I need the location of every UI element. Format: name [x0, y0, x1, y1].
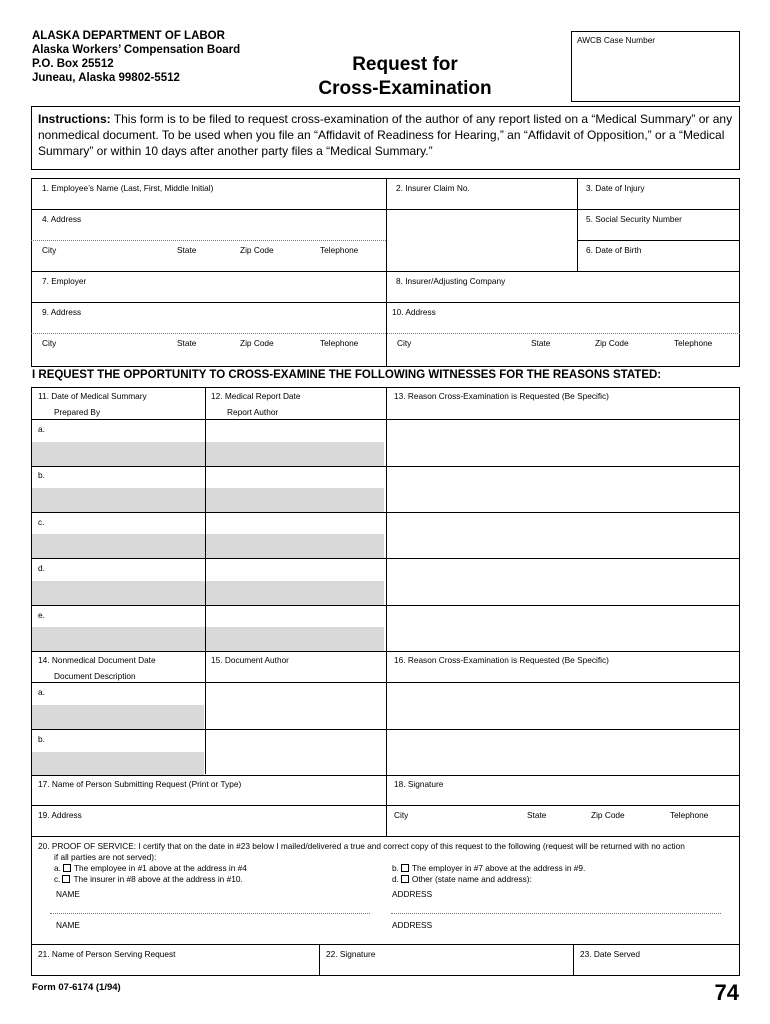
- nonmedical-reason-header: 16. Reason Cross-Examination is Requested (Be Specific): [394, 655, 609, 665]
- employer-field[interactable]: 7. Employer: [42, 276, 87, 286]
- po-box: P.O. Box 25512: [32, 58, 114, 70]
- submitter-address-field[interactable]: 19. Address: [38, 810, 82, 820]
- employee-telephone-field[interactable]: Telephone: [320, 245, 359, 255]
- form-number: Form 07-6174 (1/94): [32, 982, 121, 993]
- medical-summary-date-header: 11. Date of Medical Summary: [38, 391, 147, 401]
- city-line: Juneau, Alaska 99802-5512: [32, 72, 180, 84]
- medical-row-e[interactable]: e.: [38, 610, 45, 620]
- insurer-address-field[interactable]: 10. Address: [392, 307, 436, 317]
- board-name: Alaska Workers’ Compensation Board: [32, 44, 241, 56]
- report-author-header: Report Author: [227, 407, 279, 417]
- medical-reason-header: 13. Reason Cross-Examination is Requested (Be Specific): [394, 391, 609, 401]
- employer-address-field[interactable]: 9. Address: [42, 307, 82, 317]
- date-served-field[interactable]: 23. Date Served: [580, 949, 640, 959]
- employer-state-field[interactable]: State: [177, 338, 197, 348]
- checkbox-c[interactable]: [62, 875, 70, 883]
- case-number-box[interactable]: [571, 31, 740, 102]
- form-title-line1: Request for: [352, 54, 458, 75]
- insurer-telephone-field[interactable]: Telephone: [674, 338, 713, 348]
- employer-zip-field[interactable]: Zip Code: [240, 338, 274, 348]
- medical-report-date-header: 12. Medical Report Date: [211, 391, 301, 401]
- service-option-b[interactable]: b. The employer in #7 above at the address in #9.: [392, 863, 586, 873]
- insurer-claim-no-field[interactable]: 2. Insurer Claim No.: [396, 183, 470, 193]
- instructions-text: Instructions: This form is to be filed to request cross-examination of the author of any report listed on a “Medical Summary” or any nonmedical document. To be used when you file an “Affidavit of Readiness for Hearing,” an “Affidavit of Opposition,” or a “Medical Summary” or within 10 days after another party files a “Medical Summary.”: [38, 112, 733, 158]
- department-name: ALASKA DEPARTMENT OF LABOR: [32, 30, 225, 42]
- checkbox-a[interactable]: [63, 864, 71, 872]
- employee-address-field[interactable]: 4. Address: [42, 214, 82, 224]
- proof-of-service-text-2: if all parties are not served):: [54, 852, 157, 862]
- employee-zip-field[interactable]: Zip Code: [240, 245, 274, 255]
- service-option-d[interactable]: d. Other (state name and address):: [392, 874, 532, 884]
- medical-row-b[interactable]: b.: [38, 470, 45, 480]
- served-name-1[interactable]: NAME: [56, 889, 80, 899]
- insurer-company-field[interactable]: 8. Insurer/Adjusting Company: [396, 276, 506, 286]
- checkbox-d[interactable]: [401, 875, 409, 883]
- server-signature-field[interactable]: 22. Signature: [326, 949, 376, 959]
- served-address-2[interactable]: ADDRESS: [392, 920, 433, 930]
- nonmedical-row-a[interactable]: a.: [38, 687, 45, 697]
- served-name-2[interactable]: NAME: [56, 920, 80, 930]
- employee-state-field[interactable]: State: [177, 245, 197, 255]
- witness-section-heading: I REQUEST THE OPPORTUNITY TO CROSS-EXAMINE THE FOLLOWING WITNESSES FOR THE REASONS STATED:: [32, 369, 662, 381]
- submitter-signature-field[interactable]: 18. Signature: [394, 779, 444, 789]
- submitter-telephone-field[interactable]: Telephone: [670, 810, 709, 820]
- instructions-box: [31, 106, 740, 170]
- served-address-1[interactable]: ADDRESS: [392, 889, 433, 899]
- ssn-field[interactable]: 5. Social Security Number: [586, 214, 682, 224]
- submitter-city-field[interactable]: City: [394, 810, 409, 820]
- insurer-city-field[interactable]: City: [397, 338, 412, 348]
- form-title-line2: Cross-Examination: [318, 78, 492, 99]
- document-author-header: 15. Document Author: [211, 655, 289, 665]
- submitter-state-field[interactable]: State: [527, 810, 547, 820]
- proof-of-service-text: 20. PROOF OF SERVICE: I certify that on the date in #23 below I mailed/delivered a true and correct copy of this request to the following (request will be returned with no action: [38, 841, 685, 851]
- nonmedical-row-b[interactable]: b.: [38, 734, 45, 744]
- service-option-a[interactable]: a. The employee in #1 above at the address in #4: [54, 863, 247, 873]
- page-code: 74: [714, 980, 739, 1005]
- medical-row-a[interactable]: a.: [38, 424, 45, 434]
- insurer-state-field[interactable]: State: [531, 338, 551, 348]
- date-of-birth-field[interactable]: 6. Date of Birth: [586, 245, 642, 255]
- date-of-injury-field[interactable]: 3. Date of Injury: [586, 183, 645, 193]
- prepared-by-header: Prepared By: [54, 407, 101, 417]
- document-description-header: Document Description: [54, 671, 136, 681]
- medical-row-d[interactable]: d.: [38, 563, 45, 573]
- employer-city-field[interactable]: City: [42, 338, 57, 348]
- employee-name-field[interactable]: 1. Employee’s Name (Last, First, Middle Initial): [42, 183, 214, 193]
- server-name-field[interactable]: 21. Name of Person Serving Request: [38, 949, 176, 959]
- case-number-label: AWCB Case Number: [577, 35, 656, 45]
- employer-telephone-field[interactable]: Telephone: [320, 338, 359, 348]
- service-option-c[interactable]: c. The insurer in #8 above at the address in #10.: [54, 874, 243, 884]
- submitter-name-field[interactable]: 17. Name of Person Submitting Request (Print or Type): [38, 779, 242, 789]
- nonmedical-date-header: 14. Nonmedical Document Date: [38, 655, 156, 665]
- medical-row-c[interactable]: c.: [38, 517, 45, 527]
- checkbox-b[interactable]: [401, 864, 409, 872]
- insurer-zip-field[interactable]: Zip Code: [595, 338, 629, 348]
- submitter-zip-field[interactable]: Zip Code: [591, 810, 625, 820]
- employee-city-field[interactable]: City: [42, 245, 57, 255]
